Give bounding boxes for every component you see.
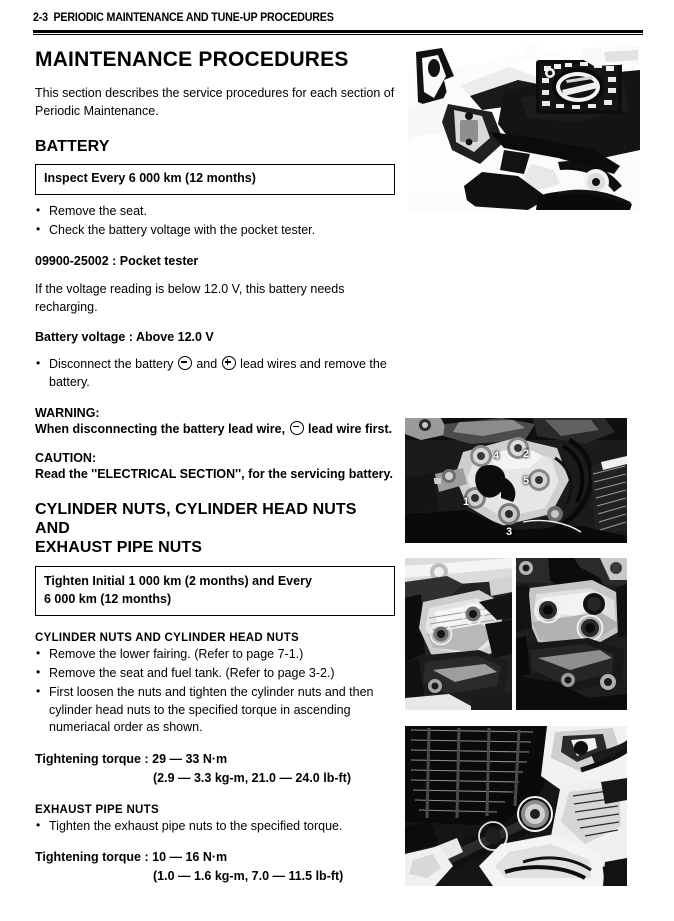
running-head (33, 12, 600, 24)
disconnect-text-a: Disconnect the battery (49, 357, 174, 371)
figure-artwork (408, 46, 640, 210)
nut-number-3: 3 (506, 526, 513, 538)
figure-artwork (405, 558, 512, 710)
figure-cylinder-nuts-right-side (516, 558, 627, 710)
figure-artwork (405, 418, 627, 543)
heading-battery: BATTERY (35, 138, 110, 156)
figure-artwork (405, 726, 627, 886)
cylinder-interval-box (35, 566, 395, 617)
minus-terminal-icon (290, 421, 304, 435)
list-item (35, 356, 395, 392)
disconnect-text-c: lead wires and remove the battery. (49, 357, 387, 389)
caution-text: Read the ''ELECTRICAL SECTION'', for the servicing battery. (35, 467, 394, 482)
caution-label: CAUTION: (35, 451, 97, 466)
page-header (33, 12, 643, 24)
exhaust-torque-line2: (1.0 — 1.6 kg-m, 7.0 — 11.5 lb-ft) (153, 869, 344, 884)
exhaust-torque-spec (35, 848, 395, 886)
nut-number-2: 2 (523, 448, 530, 460)
header-rule (33, 30, 643, 33)
nut-number-5: 5 (523, 475, 530, 487)
running-head-text: PERIODIC MAINTENANCE AND TUNE-UP PROCEDURES (53, 12, 334, 24)
cylinder-torque-line2: (2.9 — 3.3 kg-m, 21.0 — 24.0 lb-ft) (153, 770, 351, 785)
disconnect-text-b: and (196, 357, 218, 371)
exhaust-torque-line1: Tightening torque : 10 — 16 N·m (35, 850, 228, 865)
battery-voltage-spec: Battery voltage : Above 12.0 V (35, 329, 214, 344)
warning-text-a: When disconnecting the battery lead wire, (35, 421, 286, 436)
cylinder-torque-line1: Tightening torque : 29 — 33 N·m (35, 752, 228, 767)
nut-number-1: 1 (463, 496, 470, 508)
page-number: 2-3 (33, 12, 48, 24)
figure-exhaust-pipe-nuts (405, 726, 627, 886)
cylinder-interval-line1: Tighten Initial 1 000 km (2 months) and Every (44, 573, 312, 588)
list-item: • Check the battery voltage with the pocket tester. (35, 222, 395, 240)
figure-artwork (516, 558, 627, 710)
warning-text-b: lead wire first. (308, 421, 393, 436)
exhaust-step-list (35, 818, 395, 836)
nut-number-4: 4 (493, 450, 500, 462)
pocket-tester-spec: 09900-25002 : Pocket tester (35, 253, 199, 268)
list-item: • Remove the seat. (35, 203, 395, 221)
header-rule-thin (33, 34, 643, 35)
cylinder-step-list (35, 646, 395, 737)
figure-cylinder-head-nut-order (405, 418, 627, 543)
cylinder-interval-line2: 6 000 km (12 months) (44, 591, 172, 606)
figure-cylinder-nuts-left-side (405, 558, 512, 710)
heading-cylinder-line1: CYLINDER NUTS, CYLINDER HEAD NUTS AND (35, 501, 357, 538)
heading-cylinder-line2: EXHAUST PIPE NUTS (35, 539, 203, 556)
minus-terminal-icon (178, 356, 192, 370)
battery-disconnect-list (35, 356, 395, 392)
warning-label: WARNING: (35, 405, 100, 420)
list-item: • First loosen the nuts and tighten the cylinder nuts and then cylinder head nuts to the specified torque in ascending numeriacal order as shown. (35, 684, 395, 737)
cylinder-torque-spec (35, 750, 395, 788)
text-column (35, 48, 395, 886)
subheading-cylinder-head-nuts: CYLINDER NUTS AND CYLINDER HEAD NUTS (35, 632, 300, 645)
battery-recharge-note: If the voltage reading is below 12.0 V, this battery needs recharging. (35, 281, 345, 314)
warning-text (35, 421, 395, 438)
plus-terminal-icon (222, 356, 236, 370)
subheading-exhaust-pipe-nuts: EXHAUST PIPE NUTS (35, 803, 159, 816)
list-item: • Remove the lower fairing. (Refer to page 7-1.) (35, 646, 395, 664)
list-item: • Remove the seat and fuel tank. (Refer to page 3-2.) (35, 665, 395, 683)
figure-pocket-tester-on-battery (408, 46, 640, 210)
intro-paragraph: This section describes the service procedures for each section of Periodic Maintenance. (35, 86, 395, 119)
battery-step-list (35, 203, 395, 240)
battery-interval-box: Inspect Every 6 000 km (12 months) (35, 164, 395, 195)
page-title: MAINTENANCE PROCEDURES (35, 48, 349, 71)
list-item: • Tighten the exhaust pipe nuts to the specified torque. (35, 818, 395, 836)
heading-cylinder-nuts (35, 501, 395, 558)
